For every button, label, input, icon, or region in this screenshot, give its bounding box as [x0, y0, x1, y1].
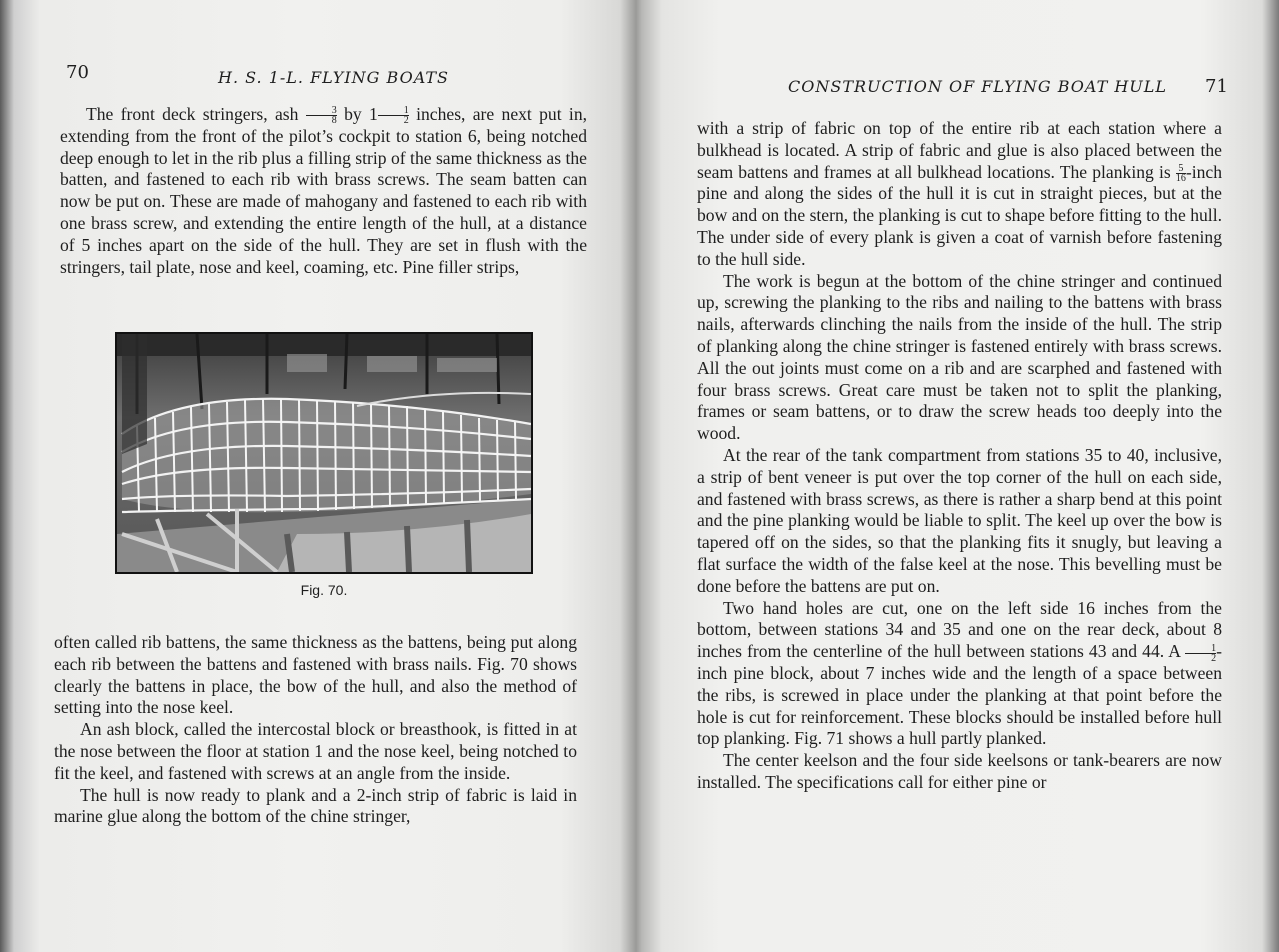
- paragraph: The center keelson and the four side keelsons or tank-bearers are now installed. The specifications call for either pine or: [697, 750, 1222, 792]
- fraction: $\frac{5}{16}$: [1175, 163, 1186, 185]
- paragraph: The front deck stringers, ash $\frac{3}{8}$ by 1 $\frac{1}{2}$ inches, are next put in, extending from the front of the pilot’s cockpit to station 6, being notched deep enough to let in the rib plus a filling strip of the same thickness as the batten, and fastened to each rib with brass screws. The seam batten can now be put on. These are made of mahogany and fastened to each rib with one brass screw, and extending the entire length of the hull, at a distance of 5 inches apart on the side of the hull. They are set in flush with the stringers, tail plate, nose and keel, coaming, etc. Pine filler strips,: [60, 104, 588, 277]
- left-page: [0, 0, 636, 952]
- left-top-text: [60, 104, 587, 278]
- fraction: $\frac{3}{8}$: [306, 106, 337, 125]
- paragraph: The work is begun at the bottom of the chine stringer and continued up, screwing the planking to the ribs and nailing to the battens with brass nails, afterwards clinching the nails from the inside of the hull. The strip of planking along the chine stringer is fastened entirely with brass screws. All the out joints must come on a rib and are scarphed and fastened with four brass screws. Great care must be taken not to split the planking, frames or seam battens, or to draw the screw heads too deeply into the wood.: [697, 270, 1222, 444]
- paragraph: At the rear of the tank compartment from stations 35 to 40, inclusive, a strip of bent veneer is put over the top corner of the hull on each side, and fastened with brass screws, as there is rather a sharp bend at this point and the pine planking would be liable to split. The keel up over the bow is tapered off on the sides, so that the planking fits it snugly, but leaving a flat surface the width of the false keel at the nose. This bevelling must be done before the battens are put on.: [697, 444, 1222, 596]
- fraction: $\frac{1}{2}$: [378, 106, 409, 125]
- paragraph: often called rib battens, the same thickness as the battens, being put along each rib between the battens and fastened with brass nails. Fig. 70 shows clearly the battens in place, the bow of the hull, and also the method of setting into the nose keel.: [54, 632, 577, 718]
- left-bottom-text: [54, 632, 577, 828]
- right-page: [642, 0, 1279, 952]
- paragraph: The hull is now ready to plank and a 2-inch strip of fabric is laid in marine glue along the bottom of the chine stringer,: [54, 784, 577, 827]
- right-page-number: 71: [1205, 76, 1228, 97]
- figure-caption: Fig. 70.: [300, 582, 348, 598]
- right-running-head: CONSTRUCTION OF FLYING BOAT HULL: [788, 77, 1168, 96]
- fraction: $\frac{1}{2}$: [1185, 644, 1216, 663]
- left-running-head: H. S. 1-L. FLYING BOATS: [218, 68, 450, 87]
- paragraph: with a strip of fabric on top of the entire rib at each station where a bulkhead is located. A strip of fabric and glue is also placed between the seam battens and frames at all bulkhead locations. The planking is $\frac{5}{16}$ -inch pine and along the sides of the hull it is cut in straight pieces, but at the bow and on the stern, the planking is cut to shape before fitting to the hull. The under side of every plank is given a coat of varnish before fastening to the hull side.: [697, 118, 1222, 269]
- figure-hull-frame-photo: [115, 332, 533, 574]
- paragraph: An ash block, called the intercostal block or breasthook, is fitted in at the nose between the floor at station 1 and the nose keel, being notched to fit the keel, and fastened with screws at an angle from the inside.: [54, 719, 577, 783]
- right-text: [697, 118, 1222, 794]
- hull-frame-illustration: [117, 334, 531, 572]
- paragraph: Two hand holes are cut, one on the left side 16 inches from the bottom, between stations 34 and 35 and one on the rear deck, about 8 inches from the centerline of the hull between stations 43 and 44. A $\frac{1}{2}$ -inch pine block, about 7 inches wide and the length of a space between the ribs, is screwed in place under the planking at that point before the hole is cut for reinforcement. These blocks should be installed before hull top planking. Fig. 71 shows a hull partly planked.: [697, 597, 1222, 749]
- left-page-number: 70: [66, 62, 89, 83]
